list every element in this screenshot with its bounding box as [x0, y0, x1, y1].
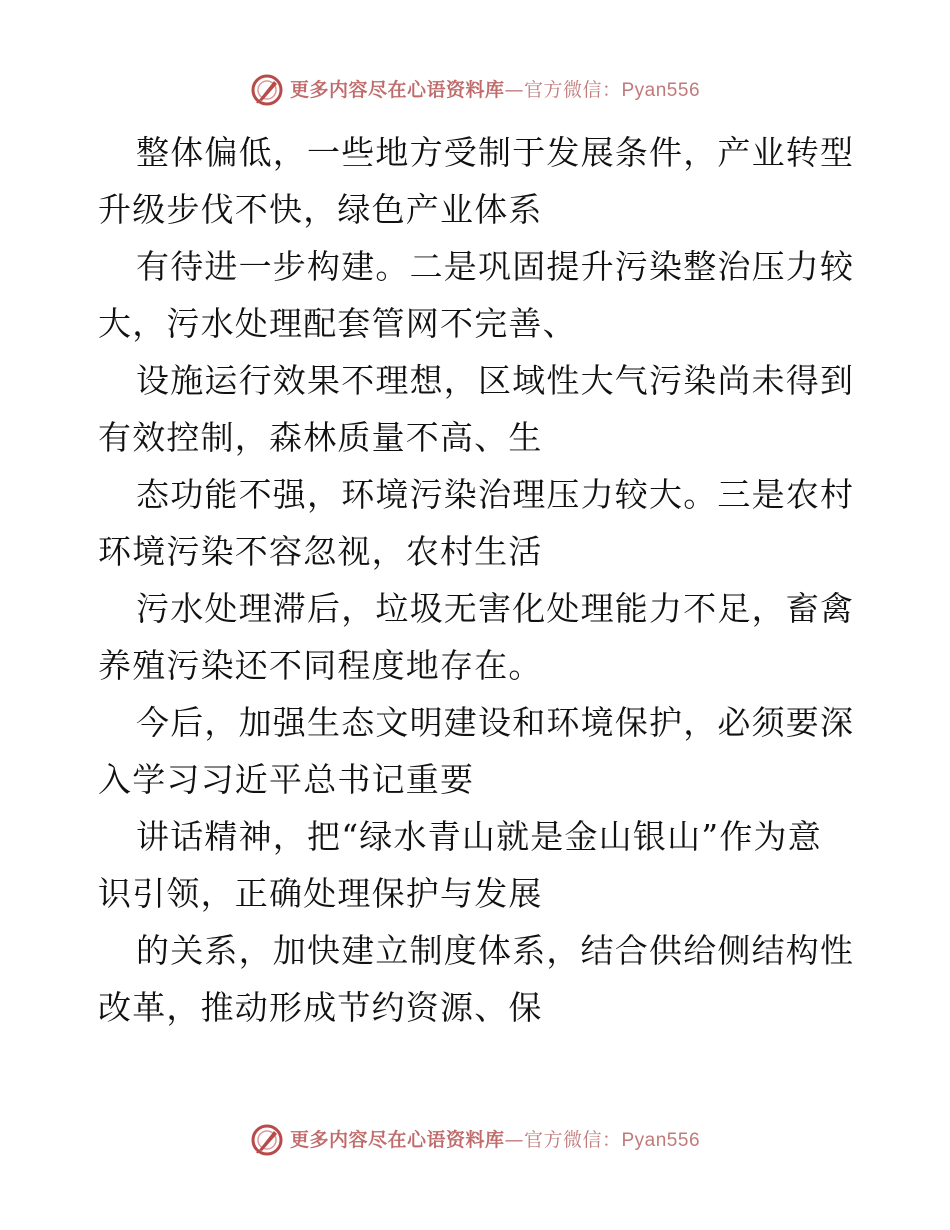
quill-pen-logo-icon — [250, 1123, 284, 1157]
watermark-site: 更多内容尽在心语资料库 — [289, 1128, 505, 1151]
quill-pen-logo-icon — [250, 73, 284, 107]
paragraph — [98, 238, 858, 352]
paragraph-line: 有效控制，森林质量不高、生 — [98, 418, 543, 457]
paragraph — [98, 124, 858, 238]
header-watermark — [0, 70, 950, 110]
paragraph — [98, 466, 858, 580]
watermark-wechat-label: 官方微信： — [523, 78, 622, 101]
watermark-text — [289, 78, 701, 101]
watermark-site: 更多内容尽在心语资料库 — [289, 78, 505, 101]
paragraph-line: 有待进一步构建。二是巩固提升污染整治压力较 — [136, 247, 855, 286]
paragraph-line: 今后，加强生态文明建设和环境保护，必须要深 — [136, 703, 855, 742]
footer-watermark — [0, 1120, 950, 1160]
paragraph-line: 大，污水处理配套管网不完善、 — [98, 304, 577, 343]
watermark-dash: — — [504, 78, 524, 101]
paragraph-line: 识引领，正确处理保护与发展 — [98, 874, 543, 913]
paragraph-line: 入学习习近平总书记重要 — [98, 760, 475, 799]
watermark-dash: — — [504, 1128, 524, 1151]
paragraph-line: 整体偏低，一些地方受制于发展条件，产业转型 — [136, 133, 855, 172]
paragraph — [98, 352, 858, 466]
paragraph-line: 环境污染不容忽视，农村生活 — [98, 532, 543, 571]
paragraph-line: 讲话精神，把“绿水青山就是金山银山”作为意 — [136, 817, 822, 856]
watermark-text — [289, 1128, 701, 1151]
watermark-wechat-id: Pyan556 — [621, 1129, 701, 1151]
paragraph — [98, 694, 858, 808]
paragraph-line: 升级步伐不快，绿色产业体系 — [98, 190, 543, 229]
paragraph-line: 设施运行效果不理想，区域性大气污染尚未得到 — [136, 361, 855, 400]
paragraph-line: 养殖污染还不同程度地存在。 — [98, 646, 543, 685]
paragraph-line: 态功能不强，环境污染治理压力较大。三是农村 — [136, 475, 855, 514]
paragraph-line: 污水处理滞后，垃圾无害化处理能力不足，畜禽 — [136, 589, 855, 628]
document-body — [98, 124, 858, 1036]
watermark-wechat-id: Pyan556 — [621, 79, 701, 101]
watermark-wechat-label: 官方微信： — [523, 1128, 622, 1151]
paragraph-line: 的关系，加快建立制度体系，结合供给侧结构性 — [136, 931, 855, 970]
paragraph — [98, 808, 858, 922]
paragraph — [98, 922, 858, 1036]
paragraph-line: 改革，推动形成节约资源、保 — [98, 988, 543, 1027]
paragraph — [98, 580, 858, 694]
